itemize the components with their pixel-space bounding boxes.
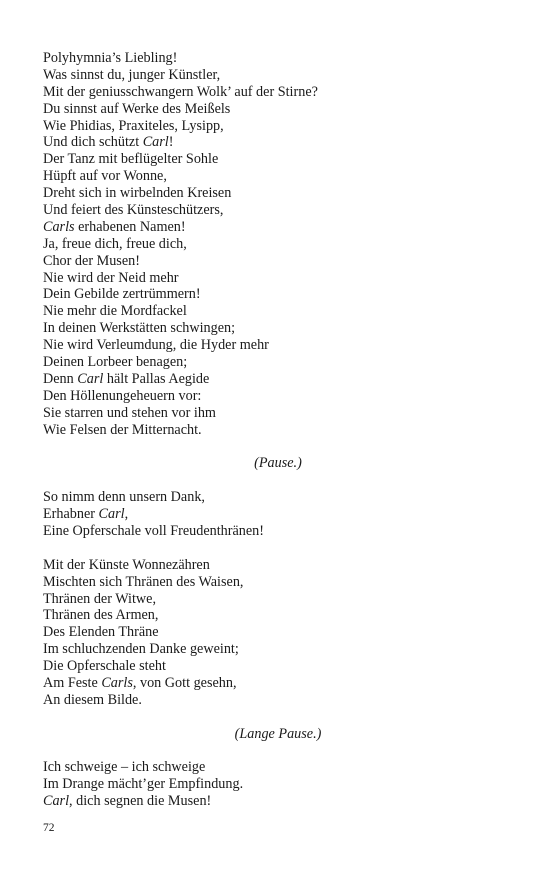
poem-line xyxy=(43,624,513,641)
poem-emphasis: Carl xyxy=(77,370,104,387)
poem-text: Deinen Lorbeer benagen; xyxy=(43,354,188,371)
poem-line xyxy=(43,506,513,523)
poem-emphasis: Carl xyxy=(43,793,70,810)
poem-text: In deinen Werkstätten schwingen; xyxy=(43,320,236,337)
poem-text: Thränen der Witwe, xyxy=(43,590,157,607)
poem-text: Hüpft auf vor Wonne, xyxy=(43,168,167,185)
poem-text: , xyxy=(124,506,129,523)
poem-text: Erhabner xyxy=(43,506,99,523)
poem-text: Polyhymnia’s Liebling! xyxy=(43,50,178,66)
poem-line xyxy=(43,320,513,337)
poem-text: An diesem Bilde. xyxy=(43,691,142,708)
poem-text: , von Gott gesehn, xyxy=(132,674,237,691)
poem-text: Ja, freue dich, freue dich, xyxy=(43,235,187,252)
poem-line xyxy=(43,641,513,658)
poem-text: erhabenen Namen! xyxy=(74,218,186,235)
poem-line xyxy=(43,270,513,287)
poem-line xyxy=(43,591,513,608)
stage-direction-pause: (Pause.) xyxy=(254,455,302,472)
poem-text: Thränen des Armen, xyxy=(43,607,159,624)
poem-line xyxy=(43,101,513,118)
poem-line xyxy=(43,523,513,540)
poem-text: Dein Gebilde zertrümmern! xyxy=(43,286,201,303)
poem-line xyxy=(43,253,513,270)
poem-text: Mit der geniusschwangern Wolk’ auf der Stirne? xyxy=(43,83,318,100)
stanza-gap xyxy=(43,540,513,557)
poem-text: Mit der Künste Wonnezähren xyxy=(43,556,210,573)
poem-line xyxy=(43,675,513,692)
poem-emphasis: Carl xyxy=(142,134,169,151)
stanza-1 xyxy=(43,50,513,438)
poem-text: Am Feste xyxy=(43,674,102,691)
poem-text: Den Höllenungeheuern vor: xyxy=(43,387,202,404)
stanza-2 xyxy=(43,489,513,540)
poem-line xyxy=(43,557,513,574)
stanza-gap xyxy=(43,743,513,760)
poem-line xyxy=(43,219,513,236)
poem-emphasis: Carl xyxy=(98,506,125,523)
poem-line xyxy=(43,303,513,320)
stanza-gap xyxy=(43,472,513,489)
poem-text: Nie wird der Neid mehr xyxy=(43,269,179,286)
poem-line xyxy=(43,489,513,506)
poem-line xyxy=(43,286,513,303)
poem-emphasis: Carls xyxy=(101,674,133,691)
poem-text: Eine Opferschale voll Freudenthränen! xyxy=(43,522,265,539)
stanza-4 xyxy=(43,759,513,810)
poem-text: Mischten sich Thränen des Waisen, xyxy=(43,573,244,590)
poem-text: Du sinnst auf Werke des Meißels xyxy=(43,100,231,117)
poem-text: Denn xyxy=(43,370,78,387)
poem-text: Des Elenden Thräne xyxy=(43,624,159,641)
poem-text: Ich schweige – ich schweige xyxy=(43,759,206,776)
poem-line xyxy=(43,574,513,591)
poem-text: , dich segnen die Musen! xyxy=(69,793,212,810)
poem-text: Wie Phidias, Praxiteles, Lysipp, xyxy=(43,117,224,134)
poem-text: Der Tanz mit beflügelter Sohle xyxy=(43,151,219,168)
poem-line xyxy=(43,692,513,709)
poem-line xyxy=(43,337,513,354)
poem-text: Im schluchzenden Danke geweint; xyxy=(43,641,239,658)
poem-line xyxy=(43,354,513,371)
poem-line xyxy=(43,84,513,101)
poem-emphasis: Carls xyxy=(43,218,75,235)
poem-text: Nie wird Verleumdung, die Hyder mehr xyxy=(43,337,269,354)
poem-text: Was sinnst du, junger Künstler, xyxy=(43,66,221,83)
poem-text: Nie mehr die Mordfackel xyxy=(43,303,187,320)
poem-text: Chor der Musen! xyxy=(43,252,140,269)
poem-line xyxy=(43,759,513,776)
poem-text: Die Opferschale steht xyxy=(43,658,166,675)
poem-text: Und dich schützt xyxy=(43,134,143,151)
poem-text: ! xyxy=(168,134,174,151)
poem-text: So nimm denn unsern Dank, xyxy=(43,489,205,506)
poem-text: Sie starren und stehen vor ihm xyxy=(43,404,216,421)
poem-text: Wie Felsen der Mitternacht. xyxy=(43,421,202,438)
poem-line xyxy=(43,607,513,624)
poem-line xyxy=(43,67,513,84)
poem-line xyxy=(43,168,513,185)
page-number: 72 xyxy=(43,822,55,834)
poem-line xyxy=(43,185,513,202)
poem-text: Im Drange mächt’ger Empfindung. xyxy=(43,776,244,793)
poem-line xyxy=(43,118,513,135)
poem-text: Dreht sich in wirbelnden Kreisen xyxy=(43,185,232,202)
poem-line xyxy=(43,202,513,219)
poem-text: hält Pallas Aegide xyxy=(103,370,210,387)
poem-line xyxy=(43,793,513,810)
poem-text: Und feiert des Künsteschützers, xyxy=(43,202,224,219)
poem-line xyxy=(43,776,513,793)
poem-line xyxy=(43,50,513,67)
poem-line xyxy=(43,388,513,405)
stage-direction-long-pause: (Lange Pause.) xyxy=(234,725,322,742)
poem-line xyxy=(43,151,513,168)
poem-line xyxy=(43,371,513,388)
stanza-gap xyxy=(43,709,513,726)
poem-line xyxy=(43,422,513,439)
poem-line xyxy=(43,236,513,253)
poem-line xyxy=(43,658,513,675)
stanza-gap xyxy=(43,438,513,455)
poem-line xyxy=(43,405,513,422)
stanza-3 xyxy=(43,557,513,709)
poem-line xyxy=(43,134,513,151)
poem-page xyxy=(43,50,513,810)
